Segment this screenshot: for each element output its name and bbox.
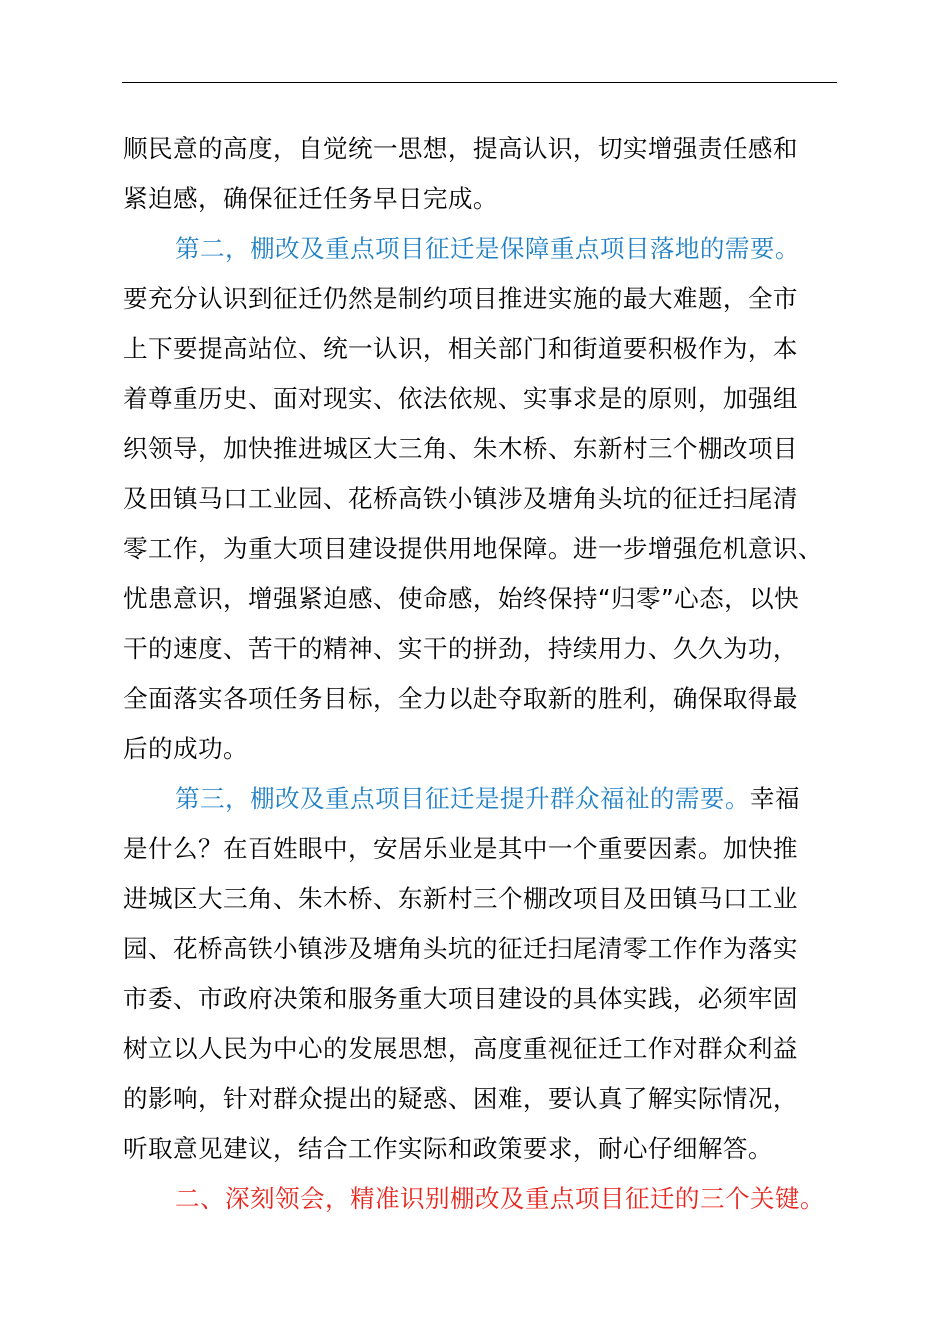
body-text-segment: 干的速度、苦干的精神、实干的拼劲，持续用力、久久为功， [123, 634, 798, 663]
text-line [123, 874, 843, 924]
text-line [123, 374, 843, 424]
body-text-segment: 上下要提高站位、统一认识，相关部门和街道要积极作为，本 [123, 334, 798, 363]
text-line [123, 124, 843, 174]
body-text-segment: 的影响，针对群众提出的疑惑、困难，要认真了解实际情况， [123, 1084, 798, 1113]
text-line [123, 1074, 843, 1124]
text-line [123, 524, 843, 574]
body-text-segment: 进城区大三角、朱木桥、东新村三个棚改项目及田镇马口工业 [123, 884, 798, 913]
text-line [123, 774, 843, 824]
body-text-segment: 要充分认识到征迁仍然是制约项目推进实施的最大难题，全市 [123, 284, 798, 313]
text-line [123, 724, 843, 774]
text-line [123, 424, 843, 474]
body-text-segment: 零工作，为重大项目建设提供用地保障。进一步增强危机意识、 [123, 534, 823, 563]
text-line [123, 224, 843, 274]
text-line [123, 324, 843, 374]
body-text-segment: 是什么？在百姓眼中，安居乐业是其中一个重要因素。加快推 [123, 834, 798, 863]
heading-blue-text: 第二，棚改及重点项目征迁是保障重点项目落地的需要。 [175, 234, 800, 263]
text-line [123, 924, 843, 974]
body-text-segment: 听取意见建议，结合工作实际和政策要求，耐心仔细解答。 [123, 1134, 773, 1163]
body-text-segment: 后的成功。 [123, 734, 248, 763]
text-line [123, 274, 843, 324]
body-text-segment: 忧患意识，增强紧迫感、使命感，始终保持“归零”心态，以快 [123, 584, 800, 613]
body-text-segment: 市委、市政府决策和服务重大项目建设的具体实践，必须牢固 [123, 984, 798, 1013]
body-text-segment: 树立以人民为中心的发展思想，高度重视征迁工作对群众利益 [123, 1034, 798, 1063]
text-line [123, 474, 843, 524]
text-line [123, 1174, 843, 1224]
heading-red-text: 二、深刻领会，精准识别棚改及重点项目征迁的三个关键。 [175, 1184, 825, 1213]
body-text-segment: 及田镇马口工业园、花桥高铁小镇涉及塘角头坑的征迁扫尾清 [123, 484, 798, 513]
body-text-segment: 顺民意的高度，自觉统一思想，提高认识，切实增强责任感和 [123, 134, 798, 163]
text-line [123, 974, 843, 1024]
text-line [123, 574, 843, 624]
text-line [123, 674, 843, 724]
body-text-segment: 织领导，加快推进城区大三角、朱木桥、东新村三个棚改项目 [123, 434, 798, 463]
body-text [123, 124, 843, 1224]
text-line [123, 1124, 843, 1174]
body-text-segment: 幸福 [749, 784, 800, 813]
body-text-segment: 全面落实各项任务目标，全力以赴夺取新的胜利，确保取得最 [123, 684, 798, 713]
text-line [123, 824, 843, 874]
text-line [123, 174, 843, 224]
text-line [123, 624, 843, 674]
body-text-segment: 紧迫感，确保征迁任务早日完成。 [123, 184, 498, 213]
header-rule [122, 82, 837, 83]
text-line [123, 1024, 843, 1074]
heading-blue-text: 第三，棚改及重点项目征迁是提升群众福祉的需要。 [175, 784, 750, 813]
body-text-segment: 园、花桥高铁小镇涉及塘角头坑的征迁扫尾清零工作作为落实 [123, 934, 798, 963]
body-text-segment: 着尊重历史、面对现实、依法依规、实事求是的原则，加强组 [123, 384, 798, 413]
